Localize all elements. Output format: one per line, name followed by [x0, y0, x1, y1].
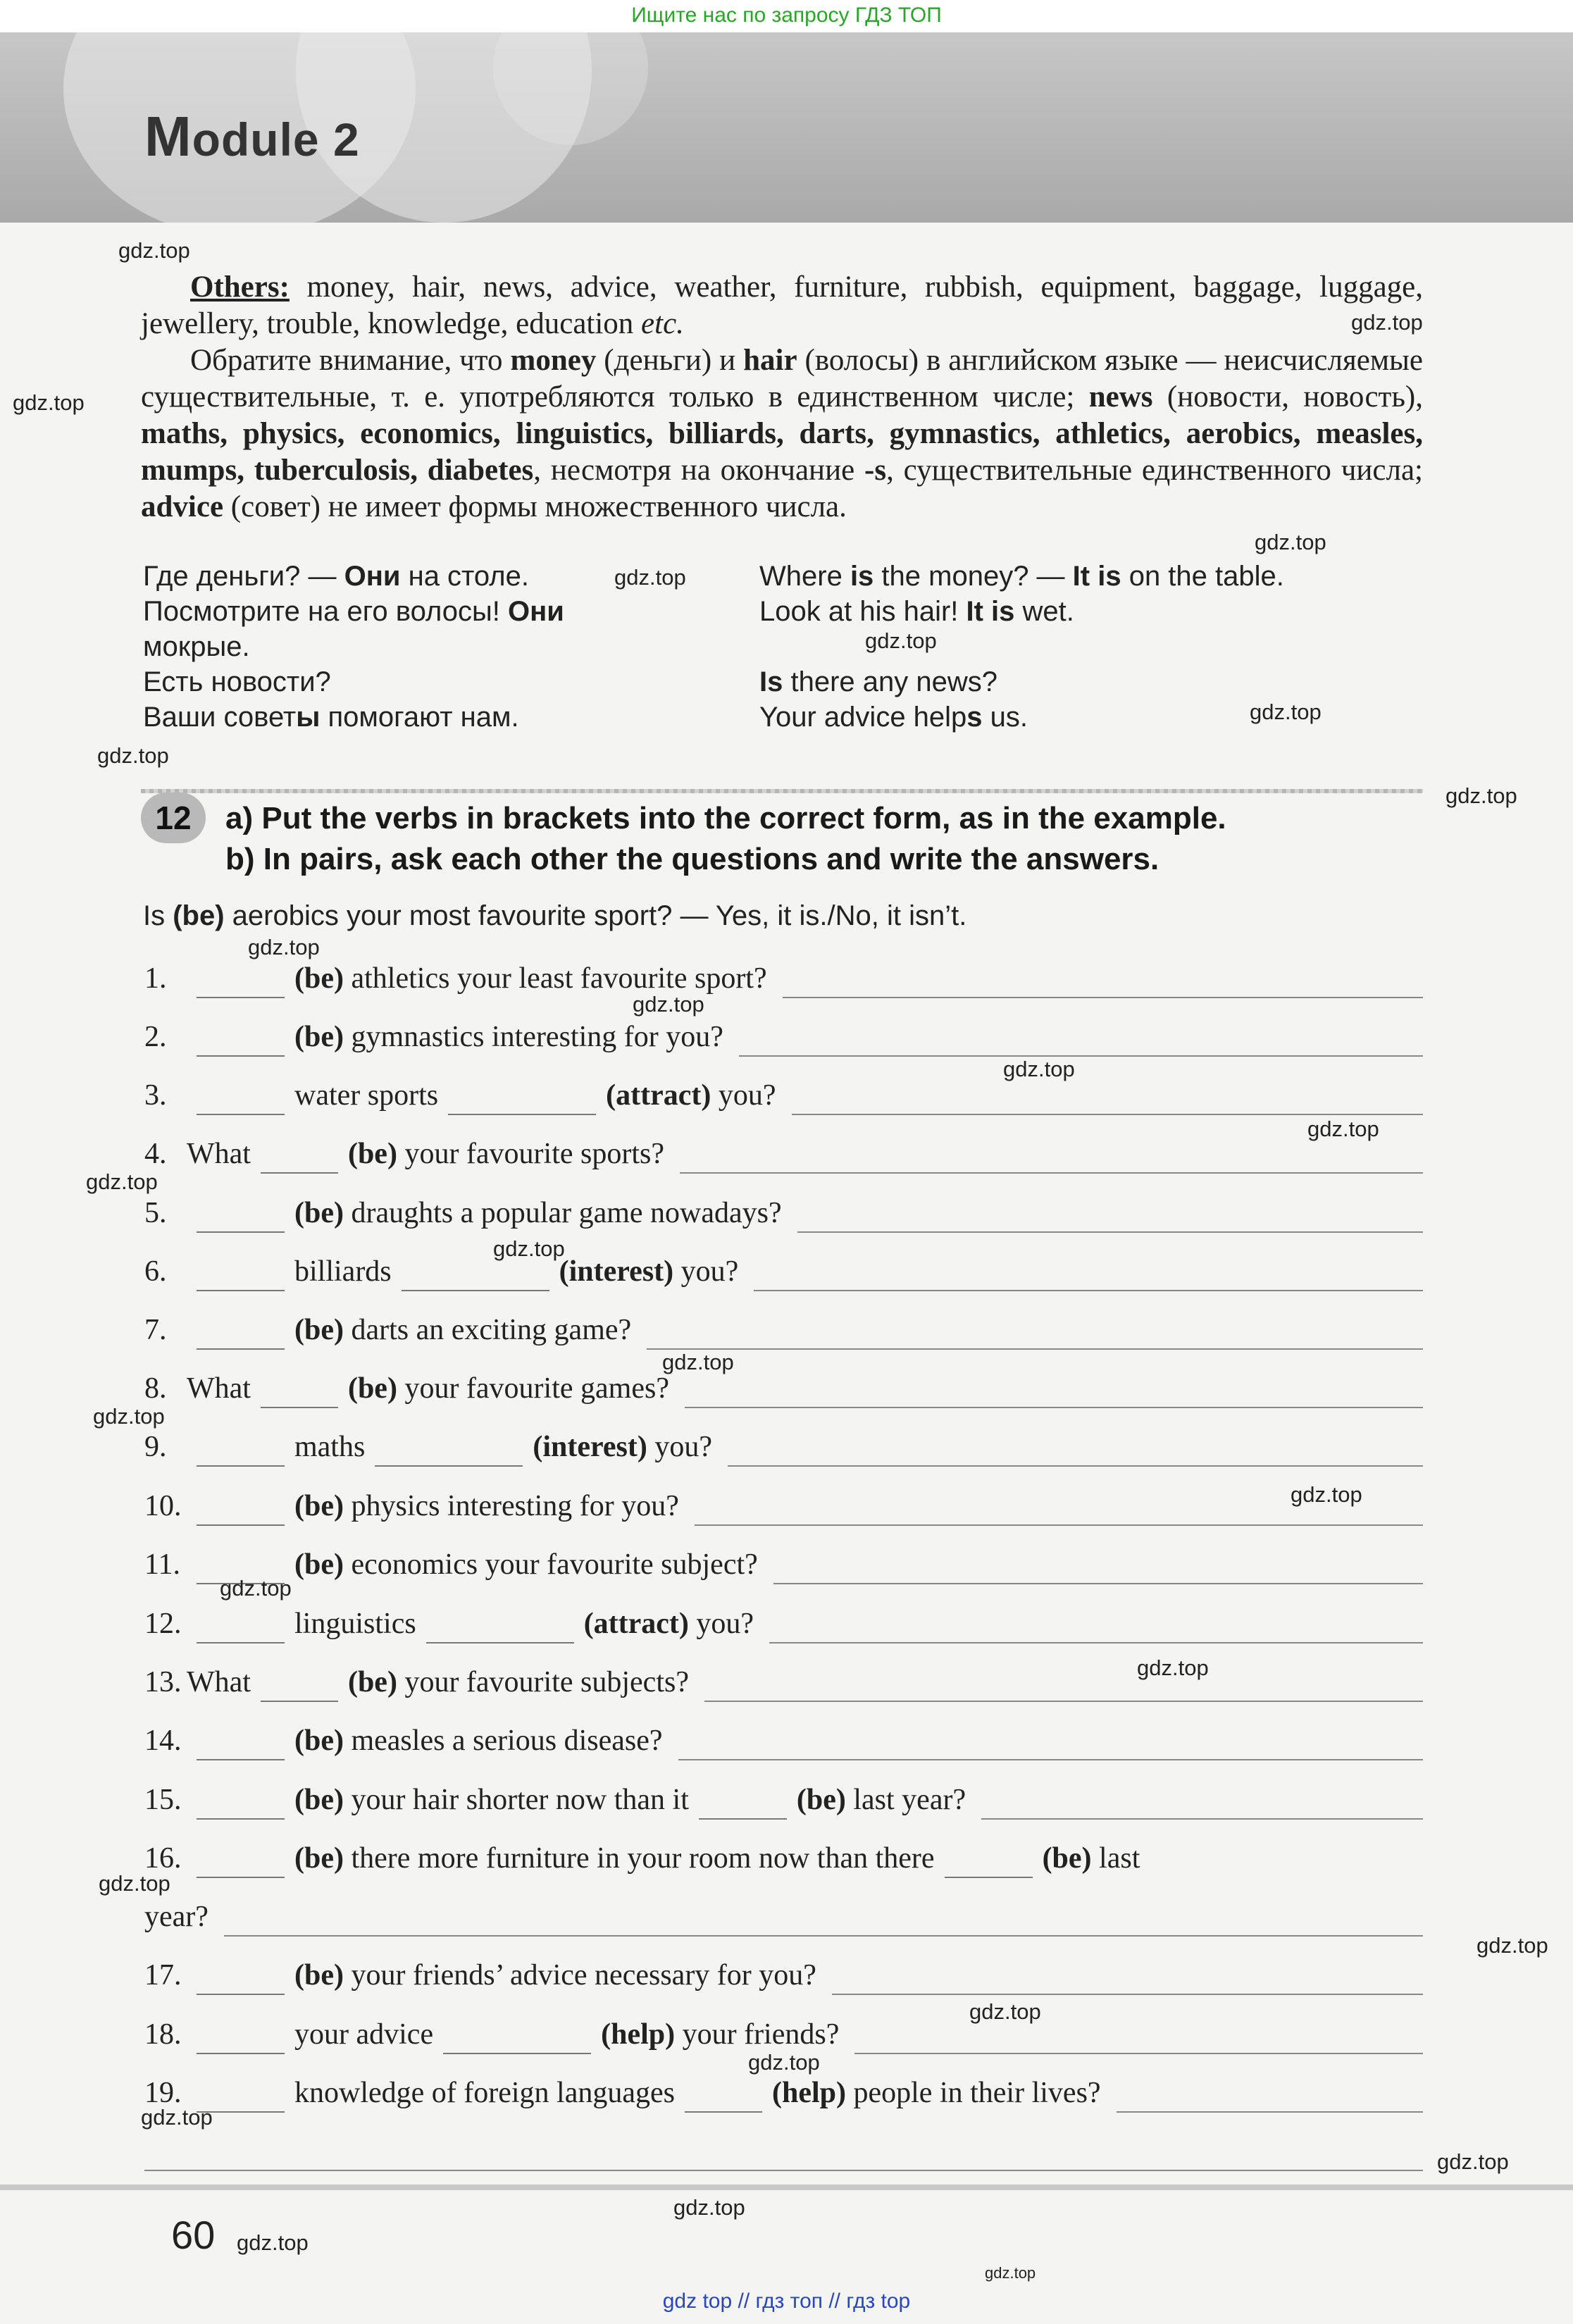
watermark-text: gdz.top [1445, 783, 1517, 808]
question-text: physics interesting for you? [343, 1490, 679, 1522]
answer-blank[interactable] [197, 1437, 285, 1467]
question-subject: water sports [294, 1079, 439, 1112]
answer-line[interactable] [783, 969, 1423, 998]
answer-line[interactable] [1117, 2083, 1423, 2113]
watermark-text: gdz.top [662, 1350, 734, 1374]
answer-line[interactable] [678, 1731, 1424, 1760]
question-lead-word: What [187, 1666, 251, 1698]
module-title: Module 2 [144, 105, 360, 168]
question-row [144, 1663, 1423, 1702]
watermark-text: gdz.top [985, 2264, 1036, 2282]
question-text: your favourite games? [397, 1372, 669, 1405]
question-text: your favourite subjects? [397, 1666, 689, 1698]
task-instruction-b: b) In pairs, ask each other the questions and write the answers. [225, 842, 1159, 876]
watermark-text: gdz.top [13, 390, 85, 415]
question-row [144, 1017, 1423, 1057]
answer-blank[interactable] [197, 1496, 285, 1526]
question-text: your favourite sports? [397, 1138, 665, 1170]
watermark-text: gdz.top [1476, 1933, 1548, 1958]
task-example: Is (be) aerobics your most favourite sport? — Yes, it is./No, it isn’t. [143, 900, 967, 931]
answer-line[interactable] [728, 1437, 1423, 1467]
task-instruction-a: a) Put the verbs in brackets into the correct form, as in the example. [225, 801, 1226, 835]
answer-blank[interactable] [945, 1848, 1033, 1878]
verb-prompt: (interest) [559, 1255, 674, 1288]
question-text: measles a serious disease? [343, 1725, 663, 1757]
answer-blank[interactable] [197, 1848, 285, 1878]
question-text: your friends? [675, 2018, 840, 2051]
question-number: 2. [144, 1021, 167, 1053]
watermark-text: gdz.top [237, 2230, 309, 2255]
question-text: you? [647, 1431, 712, 1463]
watermark-text: gdz.top [969, 1999, 1041, 2024]
question-row [144, 1134, 1423, 1174]
question-number: 6. [144, 1255, 167, 1288]
question-number: 12. [144, 1608, 182, 1640]
watermark-text: gdz.top [1255, 530, 1326, 554]
answer-line[interactable] [754, 1262, 1423, 1291]
watermark-text: gdz.top [118, 238, 190, 263]
answer-blank[interactable] [197, 2025, 285, 2054]
answer-blank[interactable] [375, 1437, 523, 1467]
question-text: your hair shorter now than it [343, 1784, 689, 1816]
verb-prompt: (attract) [606, 1079, 711, 1112]
question-row [144, 1427, 1423, 1467]
answer-blank[interactable] [261, 1144, 338, 1174]
example-ru-2: Посмотрите на его волосы! Они [143, 596, 564, 627]
question-row [144, 1076, 1423, 1115]
verb-prompt: (attract) [583, 1608, 689, 1640]
question-row [144, 1310, 1423, 1350]
watermark-text: gdz.top [1137, 1655, 1209, 1680]
answer-line[interactable] [797, 1203, 1423, 1233]
watermark-text: gdz.top [673, 2195, 745, 2220]
answer-blank[interactable] [197, 1731, 285, 1760]
question-row [144, 1604, 1423, 1643]
answer-line[interactable] [832, 1965, 1423, 1995]
section-divider [141, 789, 1423, 793]
answer-blank[interactable] [197, 1086, 285, 1115]
extra-answer-row [144, 2132, 1423, 2171]
watermark-text: gdz.top [93, 1404, 165, 1429]
question-number: 1. [144, 962, 167, 995]
question-number: 16. [144, 1842, 182, 1875]
watermark-text: gdz.top [1437, 2149, 1509, 2174]
question-subject: maths [294, 1431, 366, 1463]
answer-blank[interactable] [197, 1790, 285, 1820]
answer-line[interactable] [680, 1144, 1423, 1174]
question-text: last [1091, 1842, 1140, 1875]
example-ru-2-cont: мокрые. [143, 631, 250, 662]
question-row [144, 2073, 1423, 2113]
question-text: darts an exciting game? [343, 1314, 632, 1346]
watermark-text: gdz.top [220, 1576, 292, 1601]
verb-prompt: (help) [601, 2018, 676, 2051]
question-number: 11. [144, 1548, 180, 1581]
question-number: 5. [144, 1197, 167, 1229]
verb-prompt: (be) [347, 1666, 397, 1698]
question-number: 13. [144, 1666, 182, 1698]
grammar-note [141, 269, 1423, 526]
question-subject: knowledge of foreign languages [294, 2077, 675, 2109]
watermark-text: gdz.top [248, 935, 320, 959]
answer-line[interactable] [739, 1027, 1423, 1057]
verb-prompt: (be) [294, 1959, 344, 1991]
others-paragraph: Others: money, hair, news, advice, weather, furniture, rubbish, equipment, baggage, luggage, jewellery, trouble, knowledge, education etc. [141, 271, 1423, 340]
page-number: 60 [171, 2213, 216, 2257]
answer-blank[interactable] [197, 1203, 285, 1233]
question-text: your friends’ advice necessary for you? [343, 1959, 816, 1991]
question-text: athletics your least favourite sport? [343, 962, 767, 995]
question-text: economics your favourite subject? [343, 1548, 758, 1581]
answer-line[interactable] [981, 1790, 1423, 1820]
verb-prompt: (be) [294, 962, 344, 995]
question-text: you? [688, 1608, 754, 1640]
question-lead-word: What [187, 1372, 251, 1405]
question-row-continued [144, 1897, 1423, 1937]
question-number: 17. [144, 1959, 182, 1991]
note-paragraph: Обратите внимание, что money (деньги) и hair (волосы) в английском языке — неисчисляемые существительные, т. е. употребляются только в единственном числе; news (новости, новость), maths, physics, economics, linguistics, billiards, darts, gymnastics, athletics, aerobics, measles, mumps, tuberculosis, diabetes, несмотря на окончание -s, существительные единственного числа; advice (совет) не имеет формы множественного числа. [141, 344, 1424, 523]
answer-line[interactable] [773, 1555, 1423, 1584]
question-text: last year? [845, 1784, 966, 1816]
question-text: draughts a popular game nowadays? [343, 1197, 782, 1229]
question-row [144, 959, 1423, 998]
question-number: 18. [144, 2018, 182, 2051]
question-number: 14. [144, 1725, 182, 1757]
example-en-3: Is there any news? [759, 666, 997, 697]
verb-prompt: (be) [294, 1021, 344, 1053]
answer-blank[interactable] [197, 1027, 285, 1057]
question-subject: your advice [294, 2018, 434, 2051]
question-row [144, 1369, 1423, 1408]
answer-blank[interactable] [426, 1614, 574, 1643]
question-number: 15. [144, 1784, 182, 1816]
answer-line[interactable] [685, 1379, 1423, 1408]
verb-prompt: (be) [347, 1138, 397, 1170]
answer-line[interactable] [647, 1320, 1423, 1350]
verb-prompt: (be) [294, 1784, 344, 1816]
question-row [144, 1780, 1423, 1820]
question-row [144, 1252, 1423, 1291]
question-row [144, 1193, 1423, 1233]
question-number: 8. [144, 1372, 167, 1405]
example-ru-4: Ваши советы помогают нам. [143, 702, 519, 733]
watermark-text: gdz.top [614, 565, 686, 590]
verb-prompt: (be) [294, 1548, 344, 1581]
question-subject: billiards [294, 1255, 392, 1288]
question-row [144, 1839, 1423, 1878]
example-ru-3: Есть новости? [143, 666, 331, 697]
question-text: you? [673, 1255, 739, 1288]
answer-line[interactable] [792, 1086, 1424, 1115]
example-ru-1: Где деньги? — Они на столе. [143, 561, 529, 592]
watermark-text: gdz.top [99, 1871, 170, 1896]
question-number: 7. [144, 1314, 167, 1346]
answer-blank[interactable] [261, 1379, 338, 1408]
answer-line[interactable] [854, 2025, 1423, 2054]
watermark-text: gdz.top [865, 628, 937, 653]
watermark-text: gdz.top [141, 2105, 213, 2130]
verb-prompt: (be) [294, 1725, 344, 1757]
verb-prompt: (be) [347, 1372, 397, 1405]
watermark-text: gdz.top [633, 992, 704, 1017]
example-en-2: Look at his hair! It is wet. [759, 596, 1074, 627]
task-number-badge: 12 [141, 793, 206, 843]
answer-line[interactable] [769, 1614, 1423, 1643]
verb-prompt: (be) [1042, 1842, 1092, 1875]
watermark-text: gdz.top [1003, 1057, 1075, 1081]
question-row [144, 1956, 1423, 1995]
watermark-text: gdz.top [1250, 700, 1322, 724]
question-number: 19. [144, 2077, 182, 2109]
top-banner[interactable]: Ищите нас по запросу ГДЗ ТОП [0, 0, 1573, 32]
example-en-4: Your advice helps us. [759, 702, 1028, 733]
answer-blank[interactable] [197, 1262, 285, 1291]
answer-line[interactable] [704, 1672, 1423, 1702]
answer-line[interactable] [224, 1907, 1423, 1937]
question-number: 3. [144, 1079, 167, 1112]
question-number: 9. [144, 1431, 167, 1463]
watermark-text: gdz.top [493, 1236, 565, 1261]
question-number: 4. [144, 1138, 167, 1170]
question-row [144, 1486, 1423, 1526]
verb-prompt: (be) [294, 1197, 344, 1229]
answer-blank[interactable] [443, 2025, 591, 2054]
verb-prompt: (be) [294, 1314, 344, 1346]
watermark-text: gdz.top [1307, 1117, 1379, 1141]
watermark-text: gdz.top [86, 1169, 158, 1194]
verb-prompt: (be) [294, 1490, 344, 1522]
question-text: you? [711, 1079, 776, 1112]
watermark-text: gdz.top [97, 743, 169, 768]
question-text: there more furniture in your room now than there [343, 1842, 935, 1875]
answer-blank[interactable] [261, 1672, 338, 1702]
question-row [144, 1721, 1423, 1760]
question-text: year? [144, 1901, 209, 1933]
watermark-text: gdz.top [1351, 310, 1423, 335]
answer-blank[interactable] [402, 1262, 549, 1291]
bottom-rule [0, 2185, 1573, 2190]
answer-blank[interactable] [448, 1086, 596, 1115]
footer-links[interactable]: gdz top // гдз топ // гдз top [662, 2289, 911, 2313]
answer-blank[interactable] [197, 969, 285, 998]
example-en-1: Where is the money? — It is on the table. [759, 561, 1284, 592]
question-lead-word: What [187, 1138, 251, 1170]
answer-blank[interactable] [685, 2083, 762, 2113]
answer-blank[interactable] [699, 1790, 787, 1820]
answer-blank[interactable] [197, 1614, 285, 1643]
answer-line[interactable] [144, 2142, 1423, 2171]
question-text: gymnastics interesting for you? [343, 1021, 723, 1053]
question-text: people in their lives? [846, 2077, 1101, 2109]
watermark-text: gdz.top [748, 2050, 820, 2075]
question-row [144, 1545, 1423, 1584]
verb-prompt: (interest) [533, 1431, 647, 1463]
question-subject: linguistics [294, 1608, 416, 1640]
verb-prompt: (be) [796, 1784, 846, 1816]
answer-blank[interactable] [197, 1320, 285, 1350]
answer-blank[interactable] [197, 1965, 285, 1995]
verb-prompt: (be) [294, 1842, 344, 1875]
verb-prompt: (help) [772, 2077, 846, 2109]
watermark-text: gdz.top [1291, 1482, 1362, 1507]
question-number: 10. [144, 1490, 182, 1522]
question-row [144, 2015, 1423, 2054]
